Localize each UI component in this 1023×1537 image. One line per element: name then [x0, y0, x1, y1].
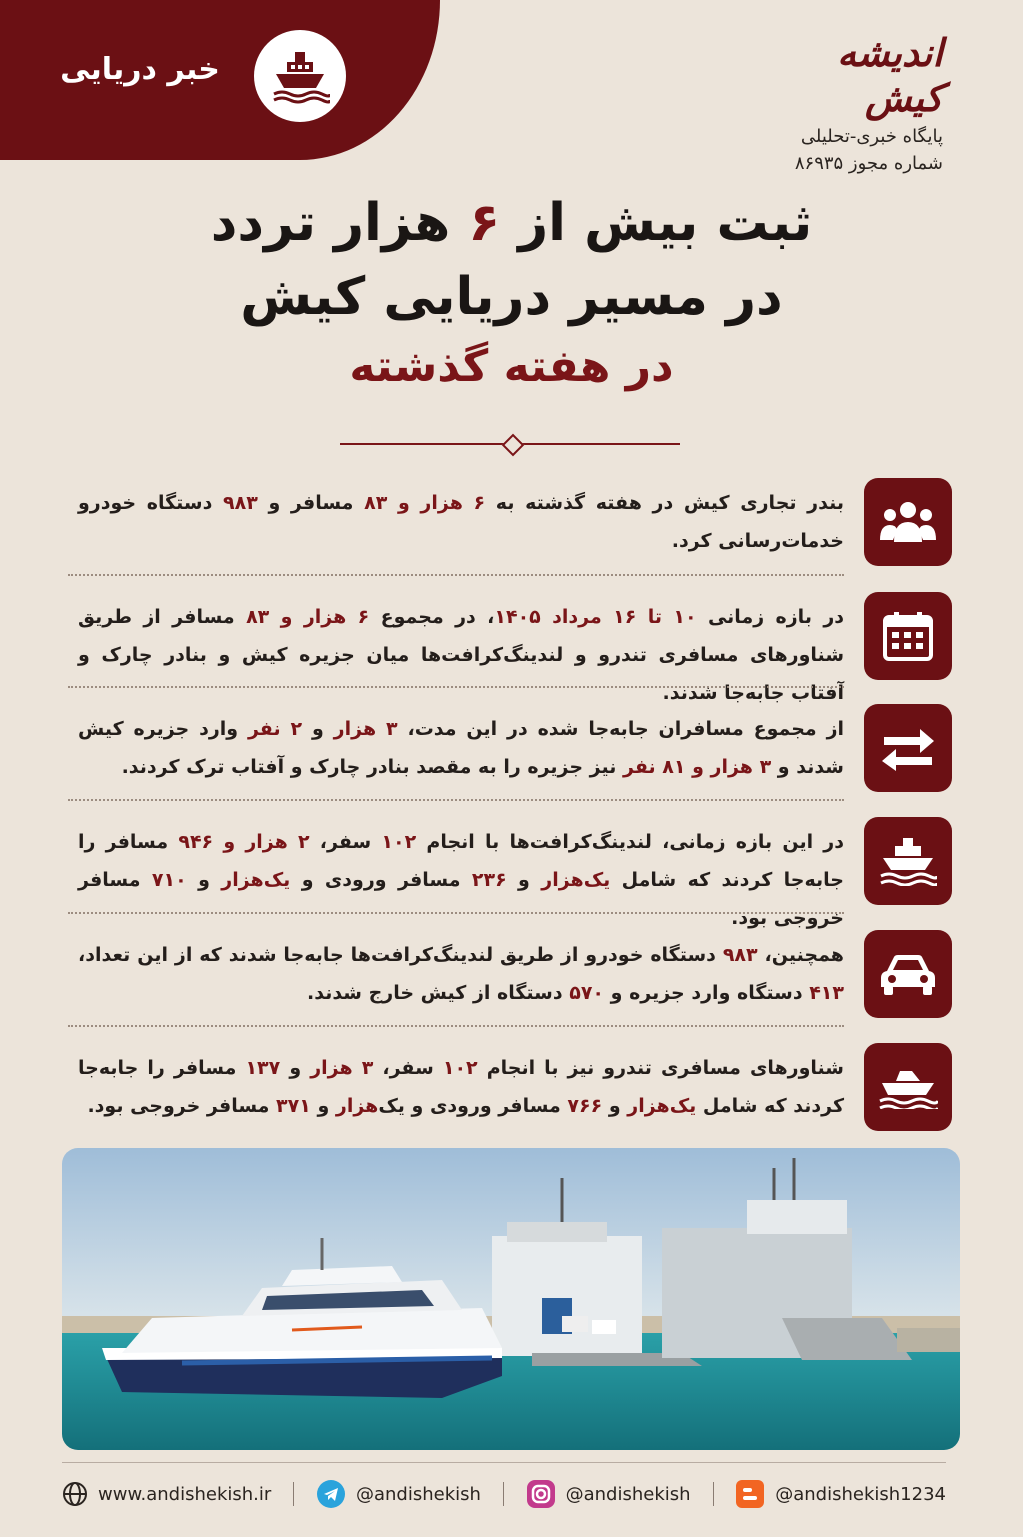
instagram-link[interactable]	[526, 1479, 691, 1509]
car-icon	[864, 930, 952, 1018]
ship-icon	[864, 817, 952, 905]
headline-line-2: در مسیر دریایی کیش	[240, 267, 783, 327]
blogger-link[interactable]	[735, 1479, 946, 1509]
fact-row	[68, 1043, 952, 1156]
swap-arrows-icon	[864, 704, 952, 792]
divider-ornament	[502, 434, 525, 457]
fact-text: در این بازه زمانی، لندینگ‌کرافت‌ها با انجام ۱۰۲ سفر، ۲ هزار و ۹۴۶ مسافر را جابه‌جا کردند که شامل یک‌هزار و ۲۳۶ مسافر ورودی و یک‌هزار و ۷۱۰ مسافر خروجی بود.	[78, 831, 844, 929]
ferry-photo	[62, 1148, 960, 1450]
row-separator	[68, 912, 844, 914]
row-separator	[68, 574, 844, 576]
calendar-icon	[864, 592, 952, 680]
fact-text: از مجموع مسافران جابه‌جا شده در این مدت، ۳ هزار و ۲ نفر وارد جزیره کیش شدند و ۳ هزار و ۸۱ نفر نیز جزیره را به مقصد بنادر چارک و آفتاب ترک کردند.	[78, 718, 845, 778]
fact-text: بندر تجاری کیش در هفته گذشته به ۶ هزار و ۸۳ مسافر و ۹۸۳ دستگاه خودرو خدمات‌رسانی کرد.	[78, 492, 844, 552]
website-link[interactable]	[62, 1481, 271, 1507]
fact-text: همچنین، ۹۸۳ دستگاه خودرو از طریق لندینگ‌کرافت‌ها جابه‌جا شدند که از این تعداد، ۴۱۳ دستگاه وارد جزیره و ۵۷۰ دستگاه از کیش خارج شدند.	[78, 944, 844, 1004]
website-text: www.andishekish.ir	[98, 1483, 272, 1505]
row-separator	[68, 799, 844, 801]
telegram-link[interactable]	[316, 1479, 481, 1509]
instagram-text: @andishekish	[565, 1483, 691, 1505]
people-icon	[864, 478, 952, 566]
blogger-text: @andishekish1234	[775, 1483, 946, 1505]
footer	[62, 1474, 946, 1514]
speedboat-icon	[864, 1043, 952, 1131]
fact-text: در بازه زمانی ۱۰ تا ۱۶ مرداد ۱۴۰۵، در مجموع ۶ هزار و ۸۳ مسافر از طریق شناورهای مسافری تندرو و لندینگ‌کرافت‌ها میان جزیره کیش و بنادر چارک و آفتاب جابه‌جا شدند.	[78, 606, 845, 704]
logo-tagline: پایگاه خبری-تحلیلی	[800, 126, 943, 147]
instagram-icon	[526, 1479, 556, 1509]
fact-text: شناورهای مسافری تندرو نیز با انجام ۱۰۲ سفر، ۳ هزار و ۱۳۷ مسافر را جابه‌جا کردند که شامل یک‌هزار و ۷۶۶ مسافر ورودی و یک‌هزار و ۳۷۱ مسافر خروجی بود.	[78, 1057, 844, 1117]
row-separator	[68, 686, 844, 688]
footer-separator	[293, 1482, 294, 1506]
footer-separator	[503, 1482, 504, 1506]
logo-wordmark: اندیشه کیش	[837, 30, 943, 120]
headline-number: ۶	[468, 193, 501, 253]
globe-icon	[62, 1481, 88, 1507]
license-number: شماره مجوز ۸۶۹۳۵	[794, 153, 943, 174]
fact-row	[68, 592, 952, 705]
footer-separator	[713, 1482, 714, 1506]
headline-line-3: در هفته گذشته	[349, 341, 674, 392]
telegram-icon	[316, 1479, 346, 1509]
telegram-text: @andishekish	[355, 1483, 481, 1505]
ship-badge-icon	[254, 30, 346, 122]
row-separator	[68, 1025, 844, 1027]
footer-divider	[62, 1462, 946, 1463]
headline-line-1: ثبت بیش از ۶ هزار تردد	[210, 193, 813, 253]
blogger-icon	[735, 1479, 765, 1509]
brand-logo	[753, 30, 943, 174]
headline	[80, 186, 943, 400]
section-title: خبر دریایی	[60, 52, 220, 87]
